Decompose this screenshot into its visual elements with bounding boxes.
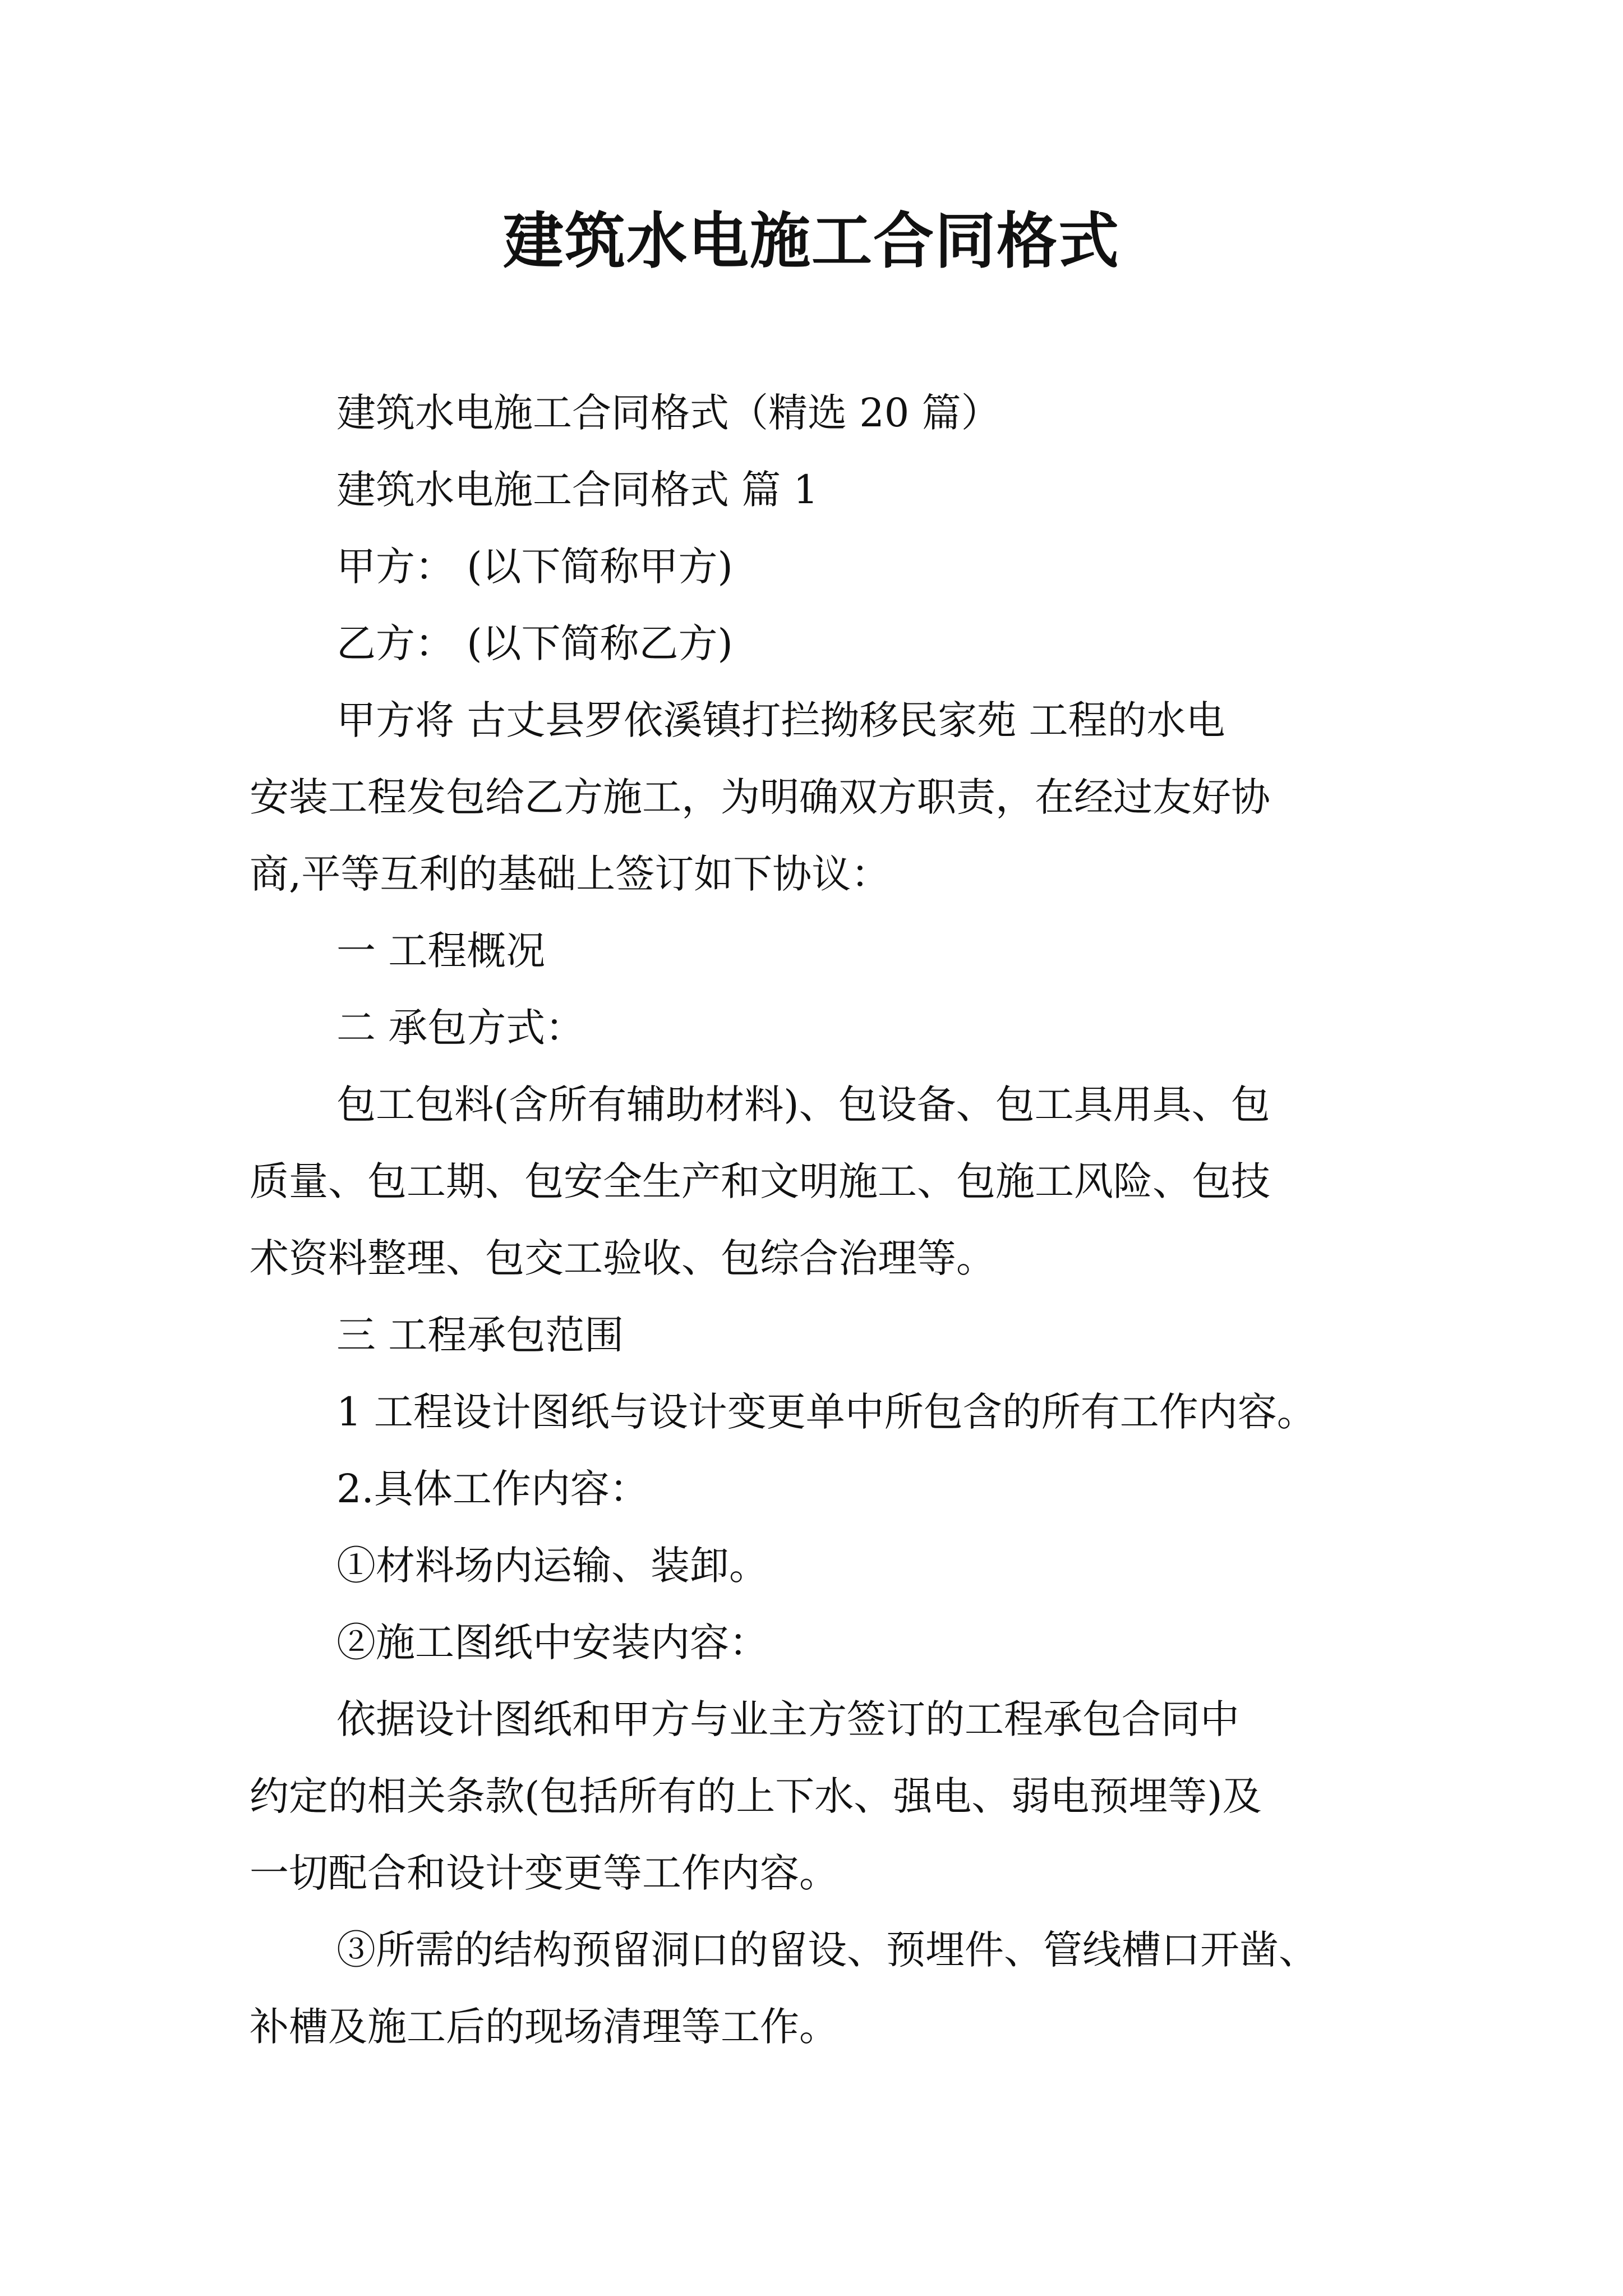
paragraph-line: 补槽及施工后的现场清理等工作。 — [250, 2004, 838, 2050]
paragraph-line: 质量、包工期、包安全生产和文明施工、包施工风险、包技 — [250, 1158, 1270, 1204]
paragraph-line: 一切配合和设计变更等工作内容。 — [250, 1850, 838, 1896]
list-item: ③所需的结构预留洞口的留设、预埋件、管线槽口开凿、 — [336, 1927, 1318, 1973]
paragraph-line: 1 工程设计图纸与设计变更单中所包含的所有工作内容。 — [336, 1389, 1316, 1435]
section-heading: 一 工程概况 — [336, 928, 546, 974]
paragraph-line: 2.具体工作内容： — [336, 1466, 649, 1512]
paragraph-line: 依据设计图纸和甲方与业主方签订的工程承包合同中 — [336, 1696, 1239, 1742]
paragraph-line: 甲方： (以下简称甲方) — [336, 544, 733, 590]
paragraph-line: 商,平等互利的基础上签订如下协议： — [250, 851, 891, 897]
paragraph-line: 建筑水电施工合同格式 篇 1 — [336, 467, 819, 513]
list-item: ①材料场内运输、装卸。 — [336, 1543, 768, 1589]
paragraph-line: 包工包料(含所有辅助材料)、包设备、包工具用具、包 — [336, 1082, 1270, 1128]
list-item: ②施工图纸中安装内容： — [336, 1619, 768, 1665]
document-body — [250, 375, 1399, 2065]
paragraph-line: 安装工程发包给乙方施工，为明确双方职责，在经过友好协 — [250, 774, 1270, 820]
paragraph-line: 约定的相关条款(包括所有的上下水、强电、弱电预埋等)及 — [250, 1773, 1262, 1819]
document-title: 建筑水电施工合同格式 — [502, 206, 1120, 277]
paragraph-line: 甲方将 古丈县罗依溪镇打拦拗移民家苑 工程的水电 — [336, 697, 1225, 743]
paragraph-line: 乙方： (以下简称乙方) — [336, 620, 733, 666]
section-heading: 二 承包方式： — [336, 1005, 585, 1051]
paragraph-line: 术资料整理、包交工验收、包综合治理等。 — [250, 1235, 995, 1281]
section-heading: 三 工程承包范围 — [336, 1312, 624, 1358]
paragraph-line: 建筑水电施工合同格式（精选 20 篇） — [336, 390, 1000, 436]
